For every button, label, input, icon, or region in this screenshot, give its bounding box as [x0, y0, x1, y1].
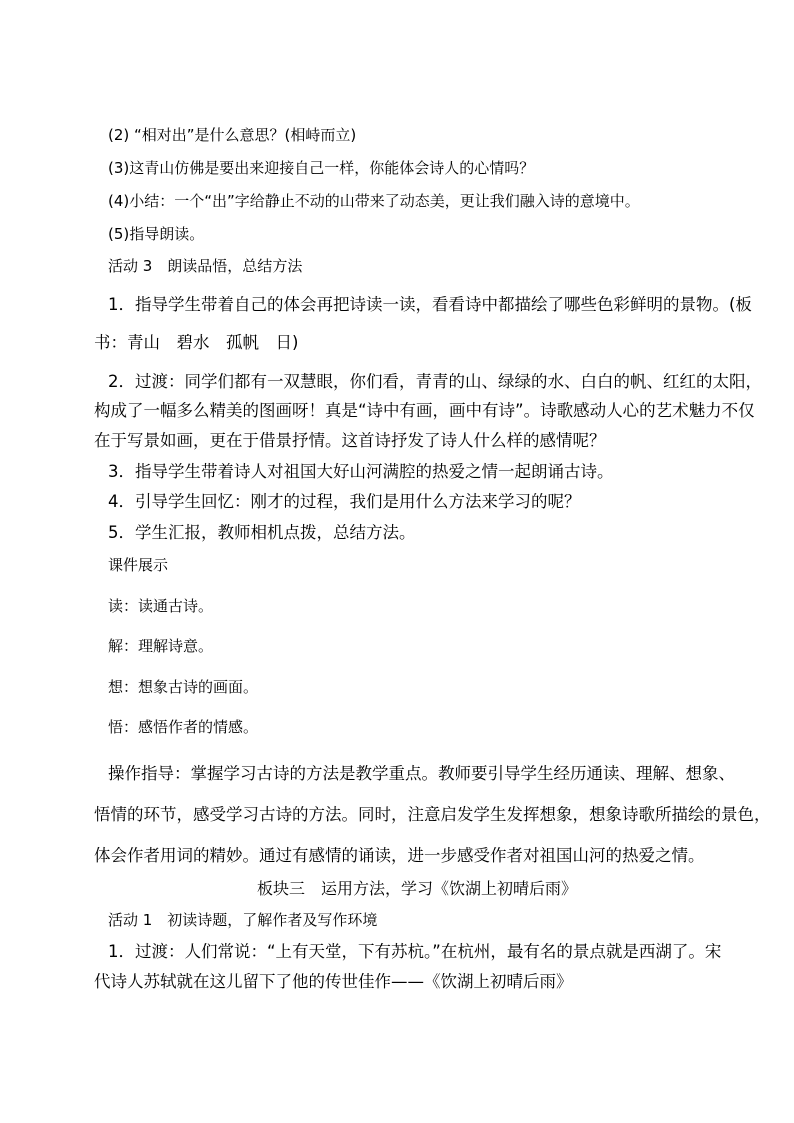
operation-guide-line-3: 体会作者用词的精妙。通过有感情的诵读，进一步感受作者对祖国山河的热爱之情。 [94, 846, 705, 865]
item-3: 3．指导学生带着诗人对祖国大好山河满腔的热爱之情一起朗诵古诗。 [108, 462, 614, 481]
method-understand: 解：理解诗意。 [108, 637, 214, 655]
item-5: 5．学生汇报，教师相机点拨，总结方法。 [108, 523, 416, 542]
activity-3-heading: 活动 3 朗读品悟，总结方法 [108, 257, 303, 275]
item-1-line-2: 书：青山 碧水 孤帆 日) [94, 333, 299, 352]
method-feel: 悟：感悟作者的情感。 [108, 718, 259, 736]
item-2-line-3: 在于写景如画，更在于借景抒情。这首诗抒发了诗人什么样的感情呢？ [94, 431, 606, 450]
item-4: 4．引导学生回忆：刚才的过程，我们是用什么方法来学习的呢？ [108, 492, 581, 511]
item-1-transition-line-1: 1．过渡：人们常说：“上有天堂，下有苏杭。”在杭州，最有名的景点就是西湖了。宋 [108, 942, 722, 961]
summary-4: (4)小结：一个“出”字给静止不动的山带来了动态美，更让我们融入诗的意境中。 [108, 192, 640, 210]
question-2: (2) “相对出”是什么意思？(相峙而立) [108, 126, 357, 144]
item-1-line-1: 1．指导学生带着自己的体会再把诗读一读，看看诗中都描绘了哪些色彩鲜明的景物。(板 [108, 295, 752, 314]
item-1-transition-line-2: 代诗人苏轼就在这儿留下了他的传世佳作——《饮湖上初晴后雨》 [94, 972, 573, 991]
question-3: (3)这青山仿佛是要出来迎接自己一样，你能体会诗人的心情吗？ [108, 159, 535, 177]
item-2-line-1: 2．过渡：同学们都有一双慧眼，你们看，青青的山、绿绿的水、白白的帆、红红的太阳， [108, 372, 762, 391]
activity-1-heading: 活动 1 初读诗题，了解作者及写作环境 [108, 911, 378, 929]
operation-guide-line-2: 悟情的环节，感受学习古诗的方法。同时，注意启发学生发挥想象，想象诗歌所描绘的景色， [94, 805, 771, 824]
guide-reading-5: (5)指导朗读。 [108, 225, 205, 243]
method-read: 读：读通古诗。 [108, 597, 214, 615]
courseware-heading: 课件展示 [108, 556, 169, 574]
item-2-line-2: 构成了一幅多么精美的图画呀！真是“诗中有画，画中有诗”。诗歌感动人心的艺术魅力不仅 [94, 401, 755, 420]
operation-guide-line-1: 操作指导：掌握学习古诗的方法是教学重点。教师要引导学生经历通读、理解、想象、 [108, 764, 735, 783]
section-3-heading: 板块三 运用方法，学习《饮湖上初晴后雨》 [256, 879, 577, 898]
method-imagine: 想：想象古诗的画面。 [108, 678, 259, 696]
